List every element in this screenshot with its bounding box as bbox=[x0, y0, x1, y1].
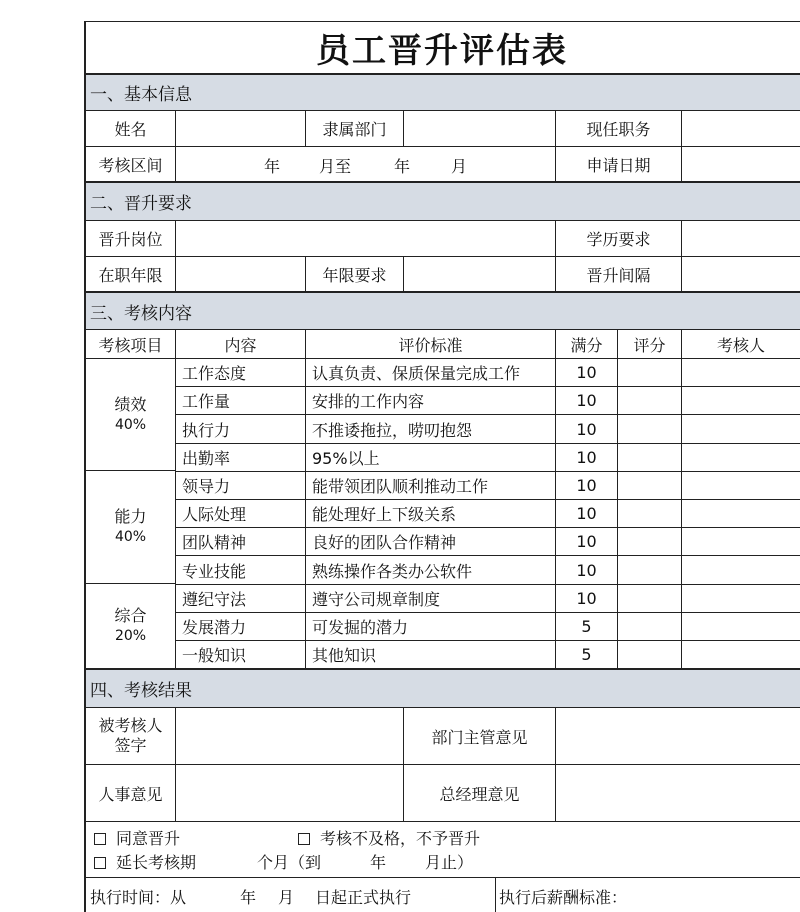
row-item: 遵纪守法 bbox=[176, 585, 306, 613]
field-hr-opinion[interactable] bbox=[176, 765, 404, 822]
row-reviewer-field[interactable] bbox=[682, 585, 800, 613]
row-item: 人际处理 bbox=[176, 500, 306, 528]
row-standard: 熟练操作各类办公软件 bbox=[306, 556, 556, 585]
period-year-2: 年 bbox=[394, 157, 411, 176]
row-item: 领导力 bbox=[176, 472, 306, 500]
exec-year-label: 年 bbox=[240, 888, 257, 907]
row-standard: 可发掘的潜力 bbox=[306, 613, 556, 641]
group-weight: 20% bbox=[114, 628, 147, 644]
extend-end-label: 月止） bbox=[425, 853, 474, 872]
row-reviewer-field[interactable] bbox=[682, 387, 800, 415]
row-reviewer-field[interactable] bbox=[682, 472, 800, 500]
label-interval: 晋升间隔 bbox=[556, 257, 682, 292]
row-score-field[interactable] bbox=[618, 387, 682, 415]
row-reviewer-field[interactable] bbox=[682, 556, 800, 585]
row-standard: 能带领团队顺利推动工作 bbox=[306, 472, 556, 500]
row-full-score: 10 bbox=[556, 556, 618, 585]
row-full-score: 10 bbox=[556, 472, 618, 500]
section-basic-header: 一、基本信息 bbox=[86, 74, 800, 111]
row-standard: 95%以上 bbox=[306, 444, 556, 472]
field-department[interactable] bbox=[404, 111, 556, 147]
row-item: 执行力 bbox=[176, 415, 306, 444]
row-item: 发展潜力 bbox=[176, 613, 306, 641]
period-month-2: 月 bbox=[451, 157, 468, 176]
row-score-field[interactable] bbox=[618, 415, 682, 444]
field-promotion-position[interactable] bbox=[176, 221, 556, 257]
th-item: 考核项目 bbox=[86, 330, 176, 359]
field-name[interactable] bbox=[176, 111, 306, 147]
th-standard: 评价标准 bbox=[306, 330, 556, 359]
label-tenure: 在职年限 bbox=[86, 257, 176, 292]
field-education[interactable] bbox=[682, 221, 800, 257]
group-weight: 40% bbox=[114, 416, 147, 433]
row-full-score: 10 bbox=[556, 585, 618, 613]
field-gm-opinion[interactable] bbox=[556, 765, 800, 822]
group-overall bbox=[86, 584, 176, 669]
option-fail[interactable] bbox=[298, 826, 480, 849]
signee-line-2: 签字 bbox=[114, 736, 147, 755]
row-score-field[interactable] bbox=[618, 528, 682, 556]
row-reviewer-field[interactable] bbox=[682, 528, 800, 556]
period-month-to: 月至 bbox=[319, 157, 352, 176]
label-name: 姓名 bbox=[86, 111, 176, 147]
signee-line-1: 被考核人 bbox=[98, 716, 163, 735]
label-education: 学历要求 bbox=[556, 221, 682, 257]
field-tenure[interactable] bbox=[176, 257, 306, 292]
label-dept-opinion: 部门主管意见 bbox=[404, 708, 556, 765]
label-tenure-req: 年限要求 bbox=[306, 257, 404, 292]
row-reviewer-field[interactable] bbox=[682, 415, 800, 444]
label-period: 考核区间 bbox=[86, 147, 176, 182]
row-standard: 良好的团队合作精神 bbox=[306, 528, 556, 556]
label-promotion-position: 晋升岗位 bbox=[86, 221, 176, 257]
row-item: 工作量 bbox=[176, 387, 306, 415]
salary-label: 执行后薪酬标准： bbox=[499, 888, 628, 907]
option-extend[interactable] bbox=[94, 850, 196, 873]
group-performance bbox=[86, 359, 176, 471]
row-standard: 认真负责、保质保量完成工作 bbox=[306, 359, 556, 387]
group-name: 绩效 bbox=[114, 394, 147, 414]
row-full-score: 10 bbox=[556, 500, 618, 528]
field-signee[interactable] bbox=[176, 708, 404, 765]
group-ability bbox=[86, 471, 176, 584]
th-full-score: 满分 bbox=[556, 330, 618, 359]
th-reviewer: 考核人 bbox=[682, 330, 800, 359]
extend-year-label: 年 bbox=[370, 853, 387, 872]
option-extend-label: 延长考核期 bbox=[116, 853, 197, 872]
field-dept-opinion[interactable] bbox=[556, 708, 800, 765]
th-content: 内容 bbox=[176, 330, 306, 359]
label-hr-opinion: 人事意见 bbox=[86, 765, 176, 822]
option-fail-label: 考核不及格，不予晋升 bbox=[320, 829, 481, 848]
option-agree-label: 同意晋升 bbox=[116, 829, 181, 848]
row-reviewer-field[interactable] bbox=[682, 613, 800, 641]
page-title: 员工晋升评估表 bbox=[84, 21, 800, 74]
field-apply-date[interactable] bbox=[682, 147, 800, 182]
exec-time-label: 执行时间：从 bbox=[90, 888, 187, 907]
row-full-score: 10 bbox=[556, 359, 618, 387]
row-full-score: 10 bbox=[556, 415, 618, 444]
label-department: 隶属部门 bbox=[306, 111, 404, 147]
exec-month-label: 月 bbox=[278, 888, 295, 907]
label-gm-opinion: 总经理意见 bbox=[404, 765, 556, 822]
th-score: 评分 bbox=[618, 330, 682, 359]
checkbox-agree[interactable] bbox=[94, 833, 106, 845]
row-score-field[interactable] bbox=[618, 359, 682, 387]
row-score-field[interactable] bbox=[618, 472, 682, 500]
label-current-position: 现任职务 bbox=[556, 111, 682, 147]
extend-months-label: 个月（到 bbox=[257, 853, 322, 872]
section-result-header: 四、考核结果 bbox=[86, 669, 800, 708]
row-standard: 能处理好上下级关系 bbox=[306, 500, 556, 528]
row-full-score: 10 bbox=[556, 387, 618, 415]
option-agree[interactable] bbox=[94, 826, 180, 849]
row-full-score: 10 bbox=[556, 444, 618, 472]
row-standard: 安排的工作内容 bbox=[306, 387, 556, 415]
checkbox-fail[interactable] bbox=[298, 833, 310, 845]
checkbox-extend[interactable] bbox=[94, 857, 106, 869]
row-standard: 遵守公司规章制度 bbox=[306, 585, 556, 613]
row-item: 工作态度 bbox=[176, 359, 306, 387]
row-item: 团队精神 bbox=[176, 528, 306, 556]
field-interval[interactable] bbox=[682, 257, 800, 292]
field-tenure-req[interactable] bbox=[404, 257, 556, 292]
row-score-field[interactable] bbox=[618, 585, 682, 613]
row-full-score: 5 bbox=[556, 613, 618, 641]
group-name: 综合 bbox=[114, 606, 147, 625]
row-item: 一般知识 bbox=[176, 641, 306, 669]
period-year-1: 年 bbox=[264, 157, 281, 176]
row-reviewer-field[interactable] bbox=[682, 359, 800, 387]
row-item: 专业技能 bbox=[176, 556, 306, 585]
row-item: 出勤率 bbox=[176, 444, 306, 472]
row-score-field[interactable] bbox=[618, 556, 682, 585]
group-name: 能力 bbox=[114, 507, 147, 526]
field-period[interactable] bbox=[176, 147, 556, 182]
row-full-score: 5 bbox=[556, 641, 618, 669]
row-reviewer-field[interactable] bbox=[682, 444, 800, 472]
row-score-field[interactable] bbox=[618, 500, 682, 528]
label-signee bbox=[86, 708, 176, 765]
row-score-field[interactable] bbox=[618, 641, 682, 669]
label-apply-date: 申请日期 bbox=[556, 147, 682, 182]
field-current-position[interactable] bbox=[682, 111, 800, 147]
exec-day-label: 日起正式执行 bbox=[315, 888, 412, 907]
row-standard: 其他知识 bbox=[306, 641, 556, 669]
group-weight: 40% bbox=[114, 529, 147, 545]
row-score-field[interactable] bbox=[618, 613, 682, 641]
section-content-header: 三、考核内容 bbox=[86, 292, 800, 330]
row-standard: 不推诿拖拉，唠叨抱怨 bbox=[306, 415, 556, 444]
row-reviewer-field[interactable] bbox=[682, 500, 800, 528]
row-score-field[interactable] bbox=[618, 444, 682, 472]
row-full-score: 10 bbox=[556, 528, 618, 556]
row-reviewer-field[interactable] bbox=[682, 641, 800, 669]
section-requirements-header: 二、晋升要求 bbox=[86, 182, 800, 221]
